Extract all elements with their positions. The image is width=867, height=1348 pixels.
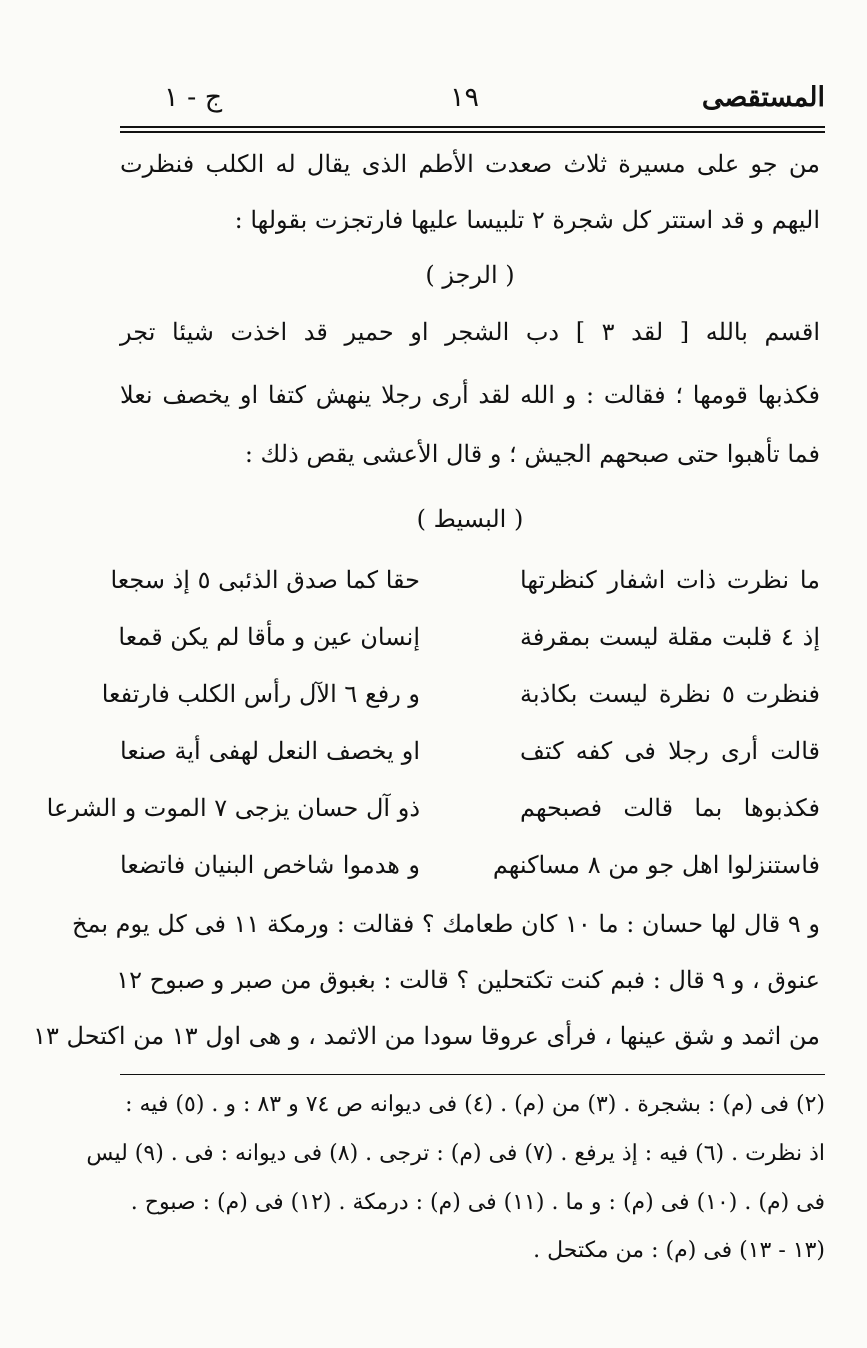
verse-line [120,739,820,771]
book-title: المستقصى [701,82,825,113]
verse-second-hemistich: حقا كما صدق الذئبى ٥ إذ سجعا [110,566,420,594]
verse-first-hemistich: قالت أرى رجلا فى كفه كتف [520,737,820,765]
footnote-line: فى (م) . (١٠) فى (م) : و ما . (١١) فى (م) : درمكة . (١٢) فى (م) : صبوح . [130,1190,825,1215]
verse-second-hemistich: إنسان عين و مأقا لم يكن قمعا [118,623,420,651]
verse-first-hemistich: إذ ٤ قلبت مقلة ليست بمقرفة [520,623,821,651]
verse-line [120,853,820,885]
body-line: من اثمد و شق عينها ، فرأى عروقا سودا من الاثمد ، و هى اول ١٣ من اكتحل ١٣ [33,1022,820,1050]
meter-label: ( البسيط ) [416,505,524,533]
verse-second-hemistich: ذو آل حسان يزجى ٧ الموت و الشرعا [46,794,420,822]
verse-first-hemistich: فاستنزلوا اهل جو من ٨ مساكنهم [492,851,820,879]
meter-label: ( الرجز ) [425,261,515,289]
verse-line [101,680,820,714]
verse-first-hemistich: فكذبوها بما قالت فصبحهم [520,794,820,822]
verse-second-hemistich: و رفع ٦ الآل رأس الكلب فارتفعا [101,680,420,708]
body-line: عنوق ، و ٩ قال : فبم كنت تكتحلين ؟ قالت : بغبوق من صبر و صبوح ١٢ [116,966,820,994]
footnote-line: (٢) فى (م) : بشجرة . (٣) من (م) . (٤) فى ديوانه ص ٧٤ و ٨٣ : و . (٥) فيه : [125,1092,825,1117]
page-number: ١٩ [450,82,480,113]
footnote-line: اذ نظرت . (٦) فيه : إذ يرفع . (٧) فى (م) : ترجى . (٨) فى ديوانه : فى . (٩) ليس [86,1141,825,1166]
header-rule-top [120,126,825,128]
verse-line [120,625,820,657]
footnote-rule [120,1074,825,1075]
body-line: فما تأهبوا حتى صبحهم الجيش ؛ و قال الأعشى يقص ذلك : [244,440,820,468]
page-header [120,82,825,122]
verse-first-hemistich: ما نظرت ذات اشفار كنظرتها [520,566,820,594]
body-line: اليهم و قد استتر كل شجرة ٢ تلبيسا عليها فارتجزت بقولها : [234,206,820,234]
volume-label: ج - ١ [164,82,223,113]
verse-second-hemistich: و هدموا شاخص البنيان فاتضعا [120,851,420,879]
body-line: و ٩ قال لها حسان : ما ١٠ كان طعامك ؟ فقالت : ورمكة ١١ فى كل يوم بمخ [72,910,820,938]
body-line: فكذبها قومها ؛ فقالت : و الله لقد أرى رجلا ينهش كتفا او يخصف نعلا [120,381,820,409]
verse-line [46,794,820,828]
rajaz-verse: اقسم بالله [ لقد ٣ ] دب الشجر او حمير قد اخذت شيئا تجر [120,318,820,346]
verse-second-hemistich: او يخصف النعل لهفى أية صنعا [120,737,420,765]
verse-first-hemistich: فنظرت ٥ نظرة ليست بكاذبة [520,680,820,708]
header-rule-bottom [120,131,825,133]
footnote-line: (١٣ - ١٣) فى (م) : من مكتحل . [533,1238,825,1263]
verse-line [110,566,820,600]
body-line: من جو على مسيرة ثلاث صعدت الأطم الذى يقال له الكلب فنظرت [120,150,820,178]
